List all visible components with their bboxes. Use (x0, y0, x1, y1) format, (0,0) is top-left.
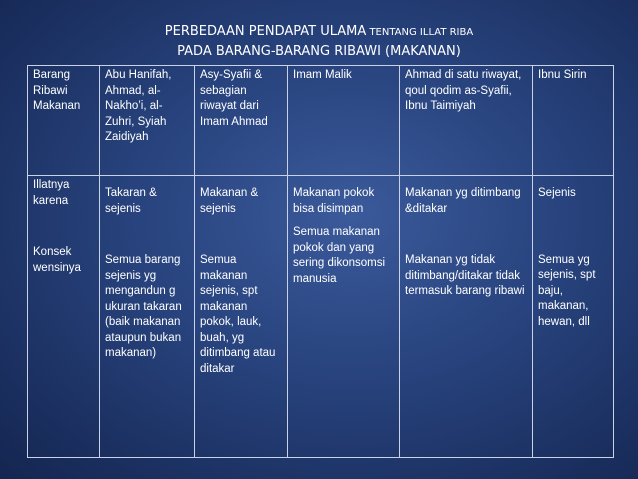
col-asy-syafii-cell (195, 176, 288, 458)
illat-abu-hanifah: Takaran & sejenis (105, 187, 157, 215)
konsek-ibnu-sirin: Semua yg sejenis, spt baju, makanan, hewan, dll (538, 253, 596, 328)
col-ahmad-cell (400, 176, 533, 458)
row-label-cell (28, 176, 100, 458)
header-cell-barang: Barang Ribawi Makanan (28, 66, 100, 176)
header-cell-abu-hanifah: Abu Hanifah, Ahmad, al-Nakho’i, al-Zuhri, Syiah Zaidiyah (100, 66, 195, 176)
header-cell-ibnu-sirin: Ibnu Sirin (533, 66, 614, 176)
illat-imam-malik: Makanan pokok bisa disimpan (293, 187, 375, 215)
col-imam-malik-cell (288, 176, 400, 458)
konsek-imam-malik: Semua makanan pokok dan yang sering dikonsomsi manusia (293, 226, 386, 285)
illat-ahmad: Makanan yg ditimbang &ditakar (405, 187, 521, 215)
title-line-2: PADA BARANG-BARANG RIBAWI (MAKANAN) (177, 44, 461, 59)
illat-label: Illatnya karena (33, 179, 70, 207)
title-part-2: TENTANG ILLAT RIBA (366, 27, 474, 38)
slide-title (0, 20, 638, 61)
header-cell-ahmad: Ahmad di satu riwayat, qoul qodim as-Syafii, Ibnu Taimiyah (400, 66, 533, 176)
header-cell-asy-syafii: Asy-Syafii & sebagian riwayat dari Imam Ahmad (195, 66, 288, 176)
konsek-abu-hanifah: Semua barang sejenis yg mengandun g ukuran takaran (baik makanan ataupun bukan makanan) (105, 254, 182, 359)
col-abu-hanifah-cell (100, 176, 195, 458)
header-row (28, 66, 614, 176)
body-row (28, 176, 614, 458)
header-cell-imam-malik: Imam Malik (288, 66, 400, 176)
konsek-asy-syafii: Semua makanan sejenis, spt makanan pokok, lauk, buah, yg ditimbang atau ditakar (200, 254, 276, 375)
illat-ibnu-sirin: Sejenis (538, 187, 576, 199)
konsek-label: Konsek wensinya (33, 246, 81, 274)
konsek-ahmad: Makanan yg tidak ditimbang/ditakar tidak termasuk barang ribawi (405, 254, 525, 297)
col-ibnu-sirin-cell (533, 176, 614, 458)
comparison-table (27, 65, 614, 458)
illat-asy-syafii: Makanan & sejenis (200, 187, 259, 215)
title-part-1: PERBEDAAN PENDAPAT ULAMA (164, 24, 367, 39)
